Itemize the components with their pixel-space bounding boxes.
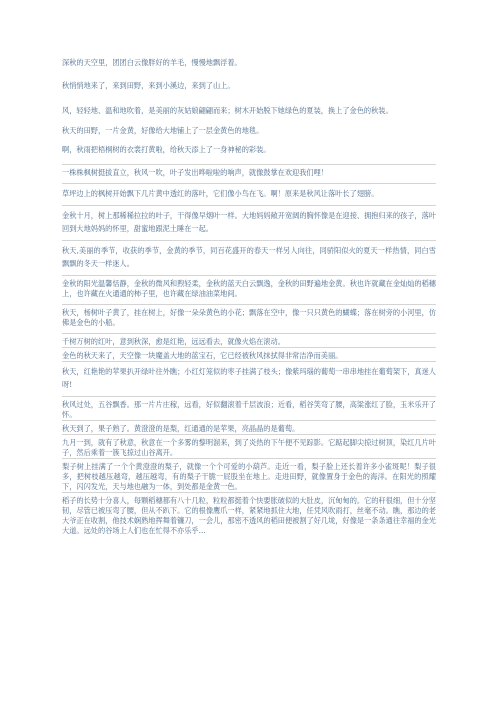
paragraph: 秋天,美丽的季节，收获的季节，金黄的季节，同百花盛开的春天一样另人向往，同骄阳似火的夏天一样热情，同白雪飘飘的冬天一样迷人。 <box>62 240 436 270</box>
paragraph: 九月一到，就有了秋意，秋意在一个多雾的黎明溜来，到了炎热的下午便不见踪影。它踮起脚尖掠过树顶，染红几片叶子，然后乘着一簇飞掠过山谷离开。 <box>62 434 436 458</box>
paragraph: 稻子的长势十分喜人，每颗稻穗都有八十几粒，粒粒都挺着个快要胀破似的大肚皮，沉甸甸的。它的秆很细，但十分坚韧，尽管已被压弯了腰，但从不趴下。它的根像鹰爪一样，紧紧地抓住大地，任凭风吹雨打，丝毫不动。瞧，那边的老大爷正在收割，他技术娴熟地挥舞着镰刀，一会儿，那密不透风的稻田便被割了好几垅，好像是一条条通往幸福的金光大道。远处的谷场上人们也在忙得不亦乐乎… <box>62 492 436 536</box>
paragraph: 秋风过处，五谷飘香。那一片片庄稼，远看，好似翻滚着千层波浪；近看，稻谷笑弯了腰，高粱涨红了脸，玉米乐开了怀。 <box>62 396 436 420</box>
paragraph: 梨子树上挂满了一个个黄澄澄的梨子，就像一个个可爱的小葫芦。走近一看，梨子脸上还长着许多小雀斑呢！梨子很多，把树枝越压越弯，越压越弯，有的梨子干脆一屁股坐在地上。走进田野，就像置身于金色的海洋。在阳光的照耀下，闪闪发光，天与地也融为一体，到处都是金黄一色。 <box>62 458 436 492</box>
paragraph: 金色的秋天来了，天空像一块魔盖大地的蓝宝石，它已经被秋风抹拭得非常洁净而美丽。 <box>62 347 436 361</box>
paragraph: 秋天，杨树叶子黄了，挂在树上，好像一朵朵黄色的小花；飘落在空中，像一只只黄色的蝴蝶；落在树旁的小河里，仿佛是金色的小船。 <box>62 304 436 328</box>
paragraph: 深秋的天空里，团团白云像胖好的羊毛，慢慢地飘浮着。 <box>62 58 242 67</box>
paragraph: 秋天，红艳艳的苹果扒开绿叶往外瞧；小红灯笼似的枣子挂满了枝头；像紫玛瑙的葡萄一串串地挂在葡萄架下，真迷人呀! <box>62 361 436 391</box>
paragraph: 啊，秋雨把梧桐树的衣裳打黄啦，给秋天添上了一身神秘的彩装。 <box>62 145 271 154</box>
paragraph: 秋天的田野，一片金黄，好像给大地铺上了一层金黄色的地毯。 <box>62 126 264 135</box>
paragraph: 金秋的阳光温馨恬静，金秋的微风和煦轻柔，金秋的蓝天白云飘逸，金秋的田野遍地金黄。秋也许就藏在金灿灿的稻穗上，也许藏在火通通的柿子里，也许藏在绿油油菜地间。 <box>62 275 436 299</box>
paragraph: 千树万树的红叶，意到秋深，愈是红艳，远远看去，就像火焰在滚动。 <box>62 333 436 347</box>
paragraph: 一株株枫树挺拔直立，秋风一吹，叶子发出哗啦啦的响声，就像鼓掌在欢迎我们哩！ <box>62 164 436 178</box>
paragraph: 金秋十月，树上那稀稀拉拉的叶子，干得像早烟叶一样。大地妈妈敞开宽阔的胸怀像是在迎接、拥抱归来的孩子，落叶回到大地妈妈的怀里，甜蜜地跟泥土睡在一起。 <box>62 205 436 235</box>
paragraph: 风，轻轻地、温和地吹着，是美丽的灰姑娘翩翩而来；树木开始脱下她绿色的夏装，换上了金色的秋装。 <box>62 106 393 115</box>
paragraph: 秋悄悄地来了，来到田野，来到小溪边，来到了山上。 <box>62 81 235 90</box>
paragraph: 草坪边上的枫树开始飘下几片黄中透红的落叶，它们像小鸟在飞。啊！原来是秋风让落叶长了翅膀。 <box>62 183 436 200</box>
paragraph: 秋天到了，果子熟了。黄澄澄的是梨，红通通的是苹果，亮晶晶的是葡萄。 <box>62 420 436 434</box>
